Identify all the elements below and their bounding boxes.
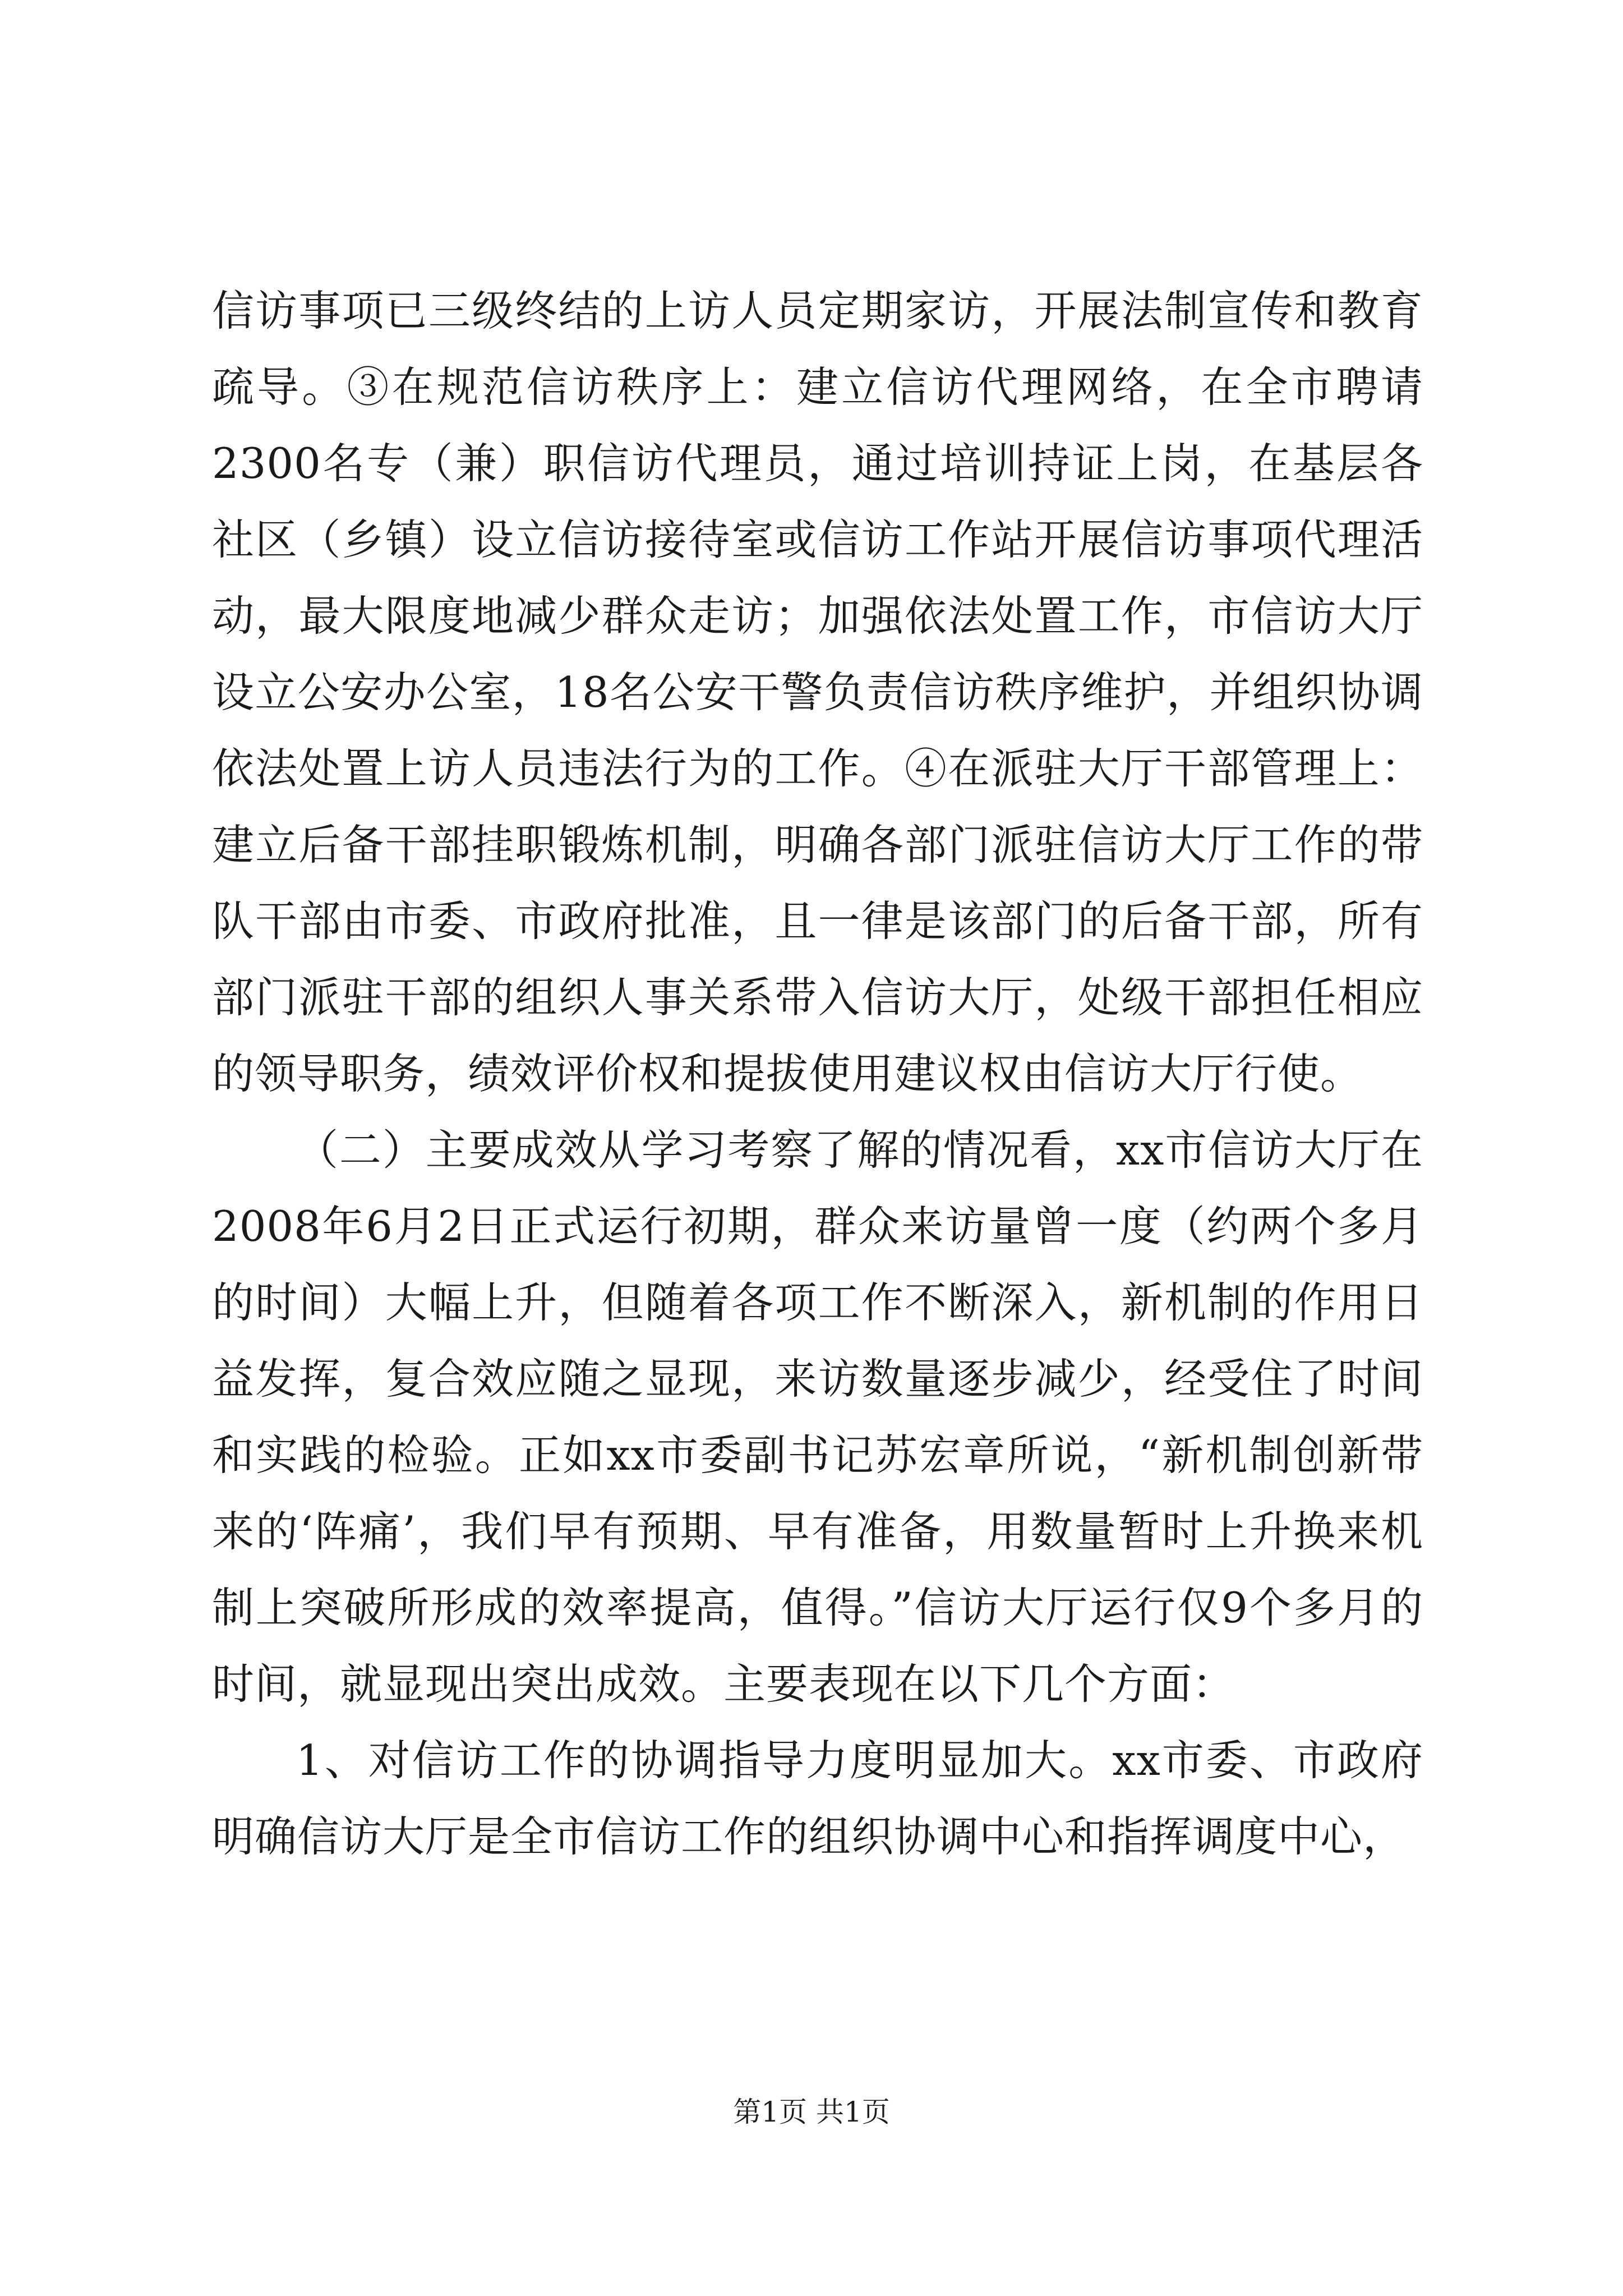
paragraph-2: （二）主要成效从学习考察了解的情况看，xx市信访大厅在2008年6月2日正式运行初期，群众来访量曾一度（约两个多月的时间）大幅上升，但随着各项工作不断深入，新机制的作用日益发挥，复合效应随之显现，来访数量逐步减少，经受住了时间和实践的检验。正如xx市委副书记苏宏章所说，“新机制创新带来的‘阵痛’，我们早有预期、早有准备，用数量暂时上升换来机制上突破所形成的效率提高，值得。”信访大厅运行仅9个多月的时间，就显现出突出成效。主要表现在以下几个方面： — [212, 1125, 1423, 1709]
paragraph-1: 信访事项已三级终结的上访人员定期家访，开展法制宣传和教育疏导。③在规范信访秩序上：建立信访代理网络，在全市聘请2300名专（兼）职信访代理员，通过培训持证上岗，在基层各社区（乡镇）设立信访接待室或信访工作站开展信访事项代理活动，最大限度地减少群众走访；加强依法处置工作，市信访大厅设立公安办公室，18名公安干警负责信访秩序维护，并组织协调依法处置上访人员违法行为的工作。④在派驻大厅干部管理上：建立后备干部挂职锻炼机制，明确各部门派驻信访大厅工作的带队干部由市委、市政府批准，且一律是该部门的后备干部，所有部门派驻干部的组织人事关系带入信访大厅，处级干部担任相应的领导职务，绩效评价权和提拔使用建议权由信访大厅行使。 — [212, 286, 1423, 1098]
document-body — [212, 273, 1423, 1875]
paragraph-3: 1、对信访工作的协调指导力度明显加大。xx市委、市政府明确信访大厅是全市信访工作的组织协调中心和指挥调度中心， — [212, 1736, 1423, 1861]
page-footer: 第1页 共1页 — [733, 2096, 890, 2128]
